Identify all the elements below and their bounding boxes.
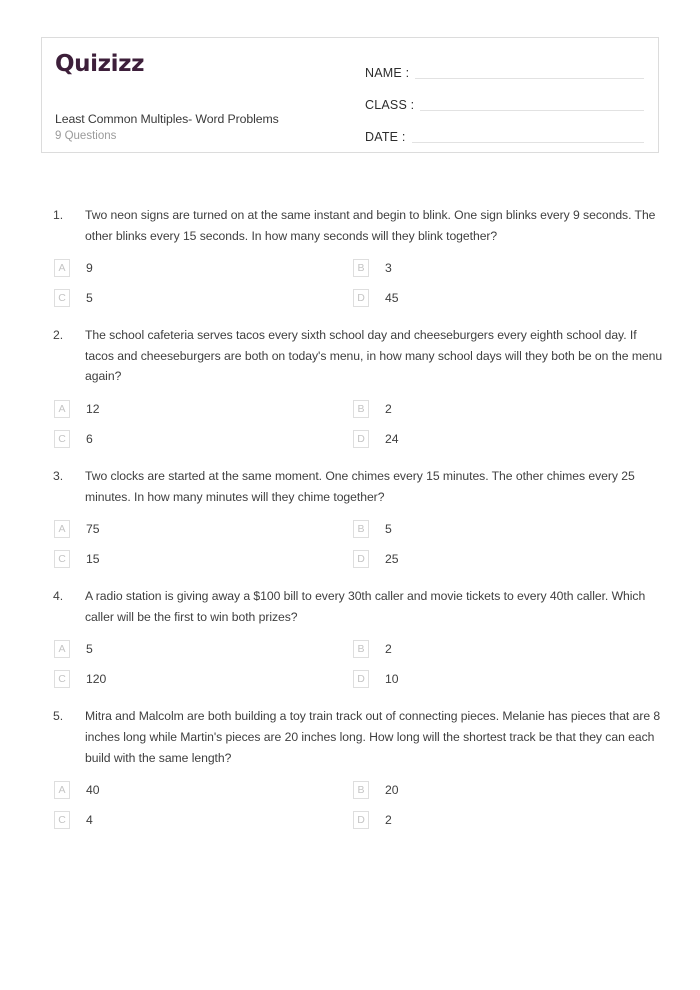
- answer-option[interactable]: [54, 288, 353, 308]
- answer-option[interactable]: [54, 399, 353, 419]
- option-letter-box: A: [54, 400, 70, 418]
- option-text: 40: [86, 783, 100, 798]
- option-letter-box: C: [54, 430, 70, 448]
- question-number: 5.: [53, 709, 64, 724]
- option-letter-box: A: [54, 781, 70, 799]
- question-number: 2.: [53, 328, 64, 343]
- answer-option[interactable]: [54, 429, 353, 449]
- option-letter-box: A: [54, 259, 70, 277]
- option-letter-box: D: [353, 289, 369, 307]
- answer-option[interactable]: [54, 549, 353, 569]
- question-block: [0, 466, 700, 569]
- option-letter-box: C: [54, 811, 70, 829]
- question-text: A radio station is giving away a $100 bill to every 30th caller and movie tickets to every 40th caller. Which caller will be the first to win both prizes?: [85, 589, 646, 624]
- answer-option[interactable]: [54, 639, 353, 659]
- question-count-label: 9 Questions: [55, 130, 117, 142]
- question-text: Two clocks are started at the same moment. One chimes every 15 minutes. The other chimes every 25 minutes. In how many minutes will they chime together?: [85, 468, 635, 504]
- option-letter-box: B: [353, 400, 369, 418]
- answer-options: [0, 519, 700, 569]
- option-text: 25: [385, 552, 399, 567]
- question-row: [0, 586, 700, 627]
- answer-option[interactable]: [353, 639, 666, 659]
- option-text: 2: [385, 401, 392, 416]
- option-text: 5: [385, 522, 392, 537]
- class-field-label: CLASS :: [365, 98, 415, 112]
- answer-option[interactable]: [353, 258, 666, 278]
- option-letter-box: B: [353, 640, 369, 658]
- option-text: 3: [385, 261, 392, 276]
- answer-option[interactable]: [353, 810, 666, 830]
- option-letter-box: B: [353, 781, 369, 799]
- answer-option[interactable]: [54, 780, 353, 800]
- option-text: 75: [86, 522, 100, 537]
- option-letter-box: A: [54, 640, 70, 658]
- answer-option[interactable]: [353, 429, 666, 449]
- option-text: 10: [385, 672, 399, 687]
- answer-options: [0, 780, 700, 830]
- date-field-label: DATE :: [365, 130, 406, 144]
- page-title: Least Common Multiples- Word Problems: [55, 112, 279, 126]
- option-letter-box: D: [353, 550, 369, 568]
- question-row: [0, 325, 700, 387]
- question-text: The school cafeteria serves tacos every sixth school day and cheeseburgers every eighth school day. If tacos and cheeseburgers are both on today's menu, in how many school days will they both be on the menu again?: [85, 328, 663, 384]
- question-block: [0, 706, 700, 830]
- date-field-row: [365, 116, 644, 146]
- option-letter-box: C: [54, 550, 70, 568]
- answer-option[interactable]: [54, 258, 353, 278]
- answer-option[interactable]: [353, 519, 666, 539]
- question-row: [0, 706, 700, 768]
- name-field-label: NAME :: [365, 66, 410, 80]
- question-text: Mitra and Malcolm are both building a toy train track out of connecting pieces. Melanie has pieces that are 8 inches long while Martin's pieces are 20 inches long. How long will the shortest track be that they can each build with the same length?: [85, 709, 661, 765]
- option-text: 2: [385, 642, 392, 657]
- option-text: 5: [86, 291, 93, 306]
- option-text: 45: [385, 291, 399, 306]
- option-text: 6: [86, 431, 93, 446]
- option-text: 15: [86, 552, 100, 567]
- question-number: 4.: [53, 589, 64, 604]
- answer-options: [0, 399, 700, 449]
- answer-option[interactable]: [353, 288, 666, 308]
- name-field-row: [365, 52, 644, 82]
- answer-options: [0, 258, 700, 308]
- answer-option[interactable]: [54, 519, 353, 539]
- header-left-panel: [42, 38, 365, 152]
- question-block: [0, 325, 700, 449]
- option-text: 4: [86, 813, 93, 828]
- student-info-fields: [365, 38, 658, 152]
- answer-option[interactable]: [54, 669, 353, 689]
- question-text: Two neon signs are turned on at the same instant and begin to blink. One sign blinks every 9 seconds. The other blinks every 15 seconds. In how many seconds will they blink together?: [85, 208, 656, 243]
- option-text: 24: [385, 431, 399, 446]
- answer-option[interactable]: [353, 780, 666, 800]
- option-letter-box: C: [54, 670, 70, 688]
- questions-list: [0, 205, 700, 847]
- option-text: 20: [385, 783, 399, 798]
- question-block: [0, 205, 700, 308]
- option-letter-box: B: [353, 520, 369, 538]
- option-text: 12: [86, 401, 100, 416]
- option-letter-box: B: [353, 259, 369, 277]
- class-field-row: [365, 84, 644, 114]
- question-number: 3.: [53, 468, 64, 483]
- date-input-line[interactable]: [412, 142, 644, 143]
- option-letter-box: D: [353, 811, 369, 829]
- option-letter-box: C: [54, 289, 70, 307]
- option-text: 2: [385, 813, 392, 828]
- question-block: [0, 586, 700, 689]
- option-text: 120: [86, 672, 107, 687]
- question-row: [0, 205, 700, 246]
- logo-text: Quizizz: [55, 51, 145, 77]
- answer-option[interactable]: [353, 669, 666, 689]
- answer-option[interactable]: [353, 399, 666, 419]
- option-letter-box: D: [353, 430, 369, 448]
- option-letter-box: A: [54, 520, 70, 538]
- answer-option[interactable]: [54, 810, 353, 830]
- class-input-line[interactable]: [420, 110, 644, 111]
- question-number: 1.: [53, 208, 64, 222]
- option-text: 5: [86, 642, 93, 657]
- quizizz-logo: [55, 53, 365, 76]
- question-row: [0, 466, 700, 507]
- worksheet-header-card: [41, 37, 659, 153]
- option-letter-box: D: [353, 670, 369, 688]
- answer-option[interactable]: [353, 549, 666, 569]
- answer-options: [0, 639, 700, 689]
- option-text: 9: [86, 261, 93, 276]
- name-input-line[interactable]: [415, 78, 644, 79]
